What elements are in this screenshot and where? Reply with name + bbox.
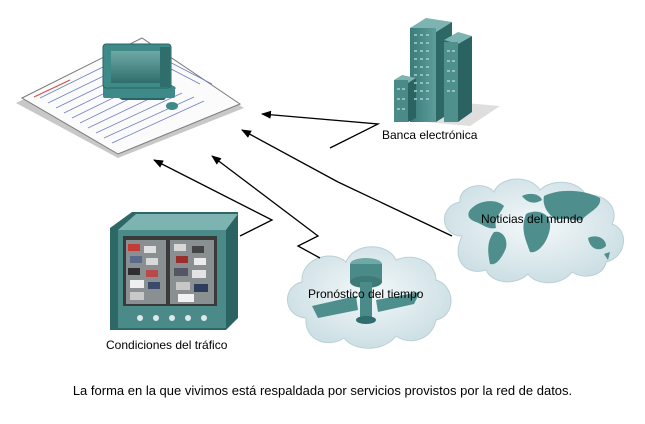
computer-icon bbox=[16, 38, 244, 158]
news-cloud-icon bbox=[444, 179, 623, 283]
traffic-label: Condiciones del tráfico bbox=[106, 338, 228, 352]
bank-label: Banca electrónica bbox=[382, 128, 478, 142]
arrow-news-to-computer bbox=[242, 130, 452, 236]
news-label: Noticias del mundo bbox=[481, 212, 584, 226]
traffic-tv-icon bbox=[110, 212, 238, 330]
arrow-bank-to-computer bbox=[262, 114, 378, 148]
diagram-caption: La forma en la que vivimos está respaldada por servicios provistos por la red de datos. bbox=[72, 383, 573, 398]
weather-label: Pronóstico del tiempo bbox=[308, 287, 424, 301]
building-icon bbox=[394, 18, 500, 126]
